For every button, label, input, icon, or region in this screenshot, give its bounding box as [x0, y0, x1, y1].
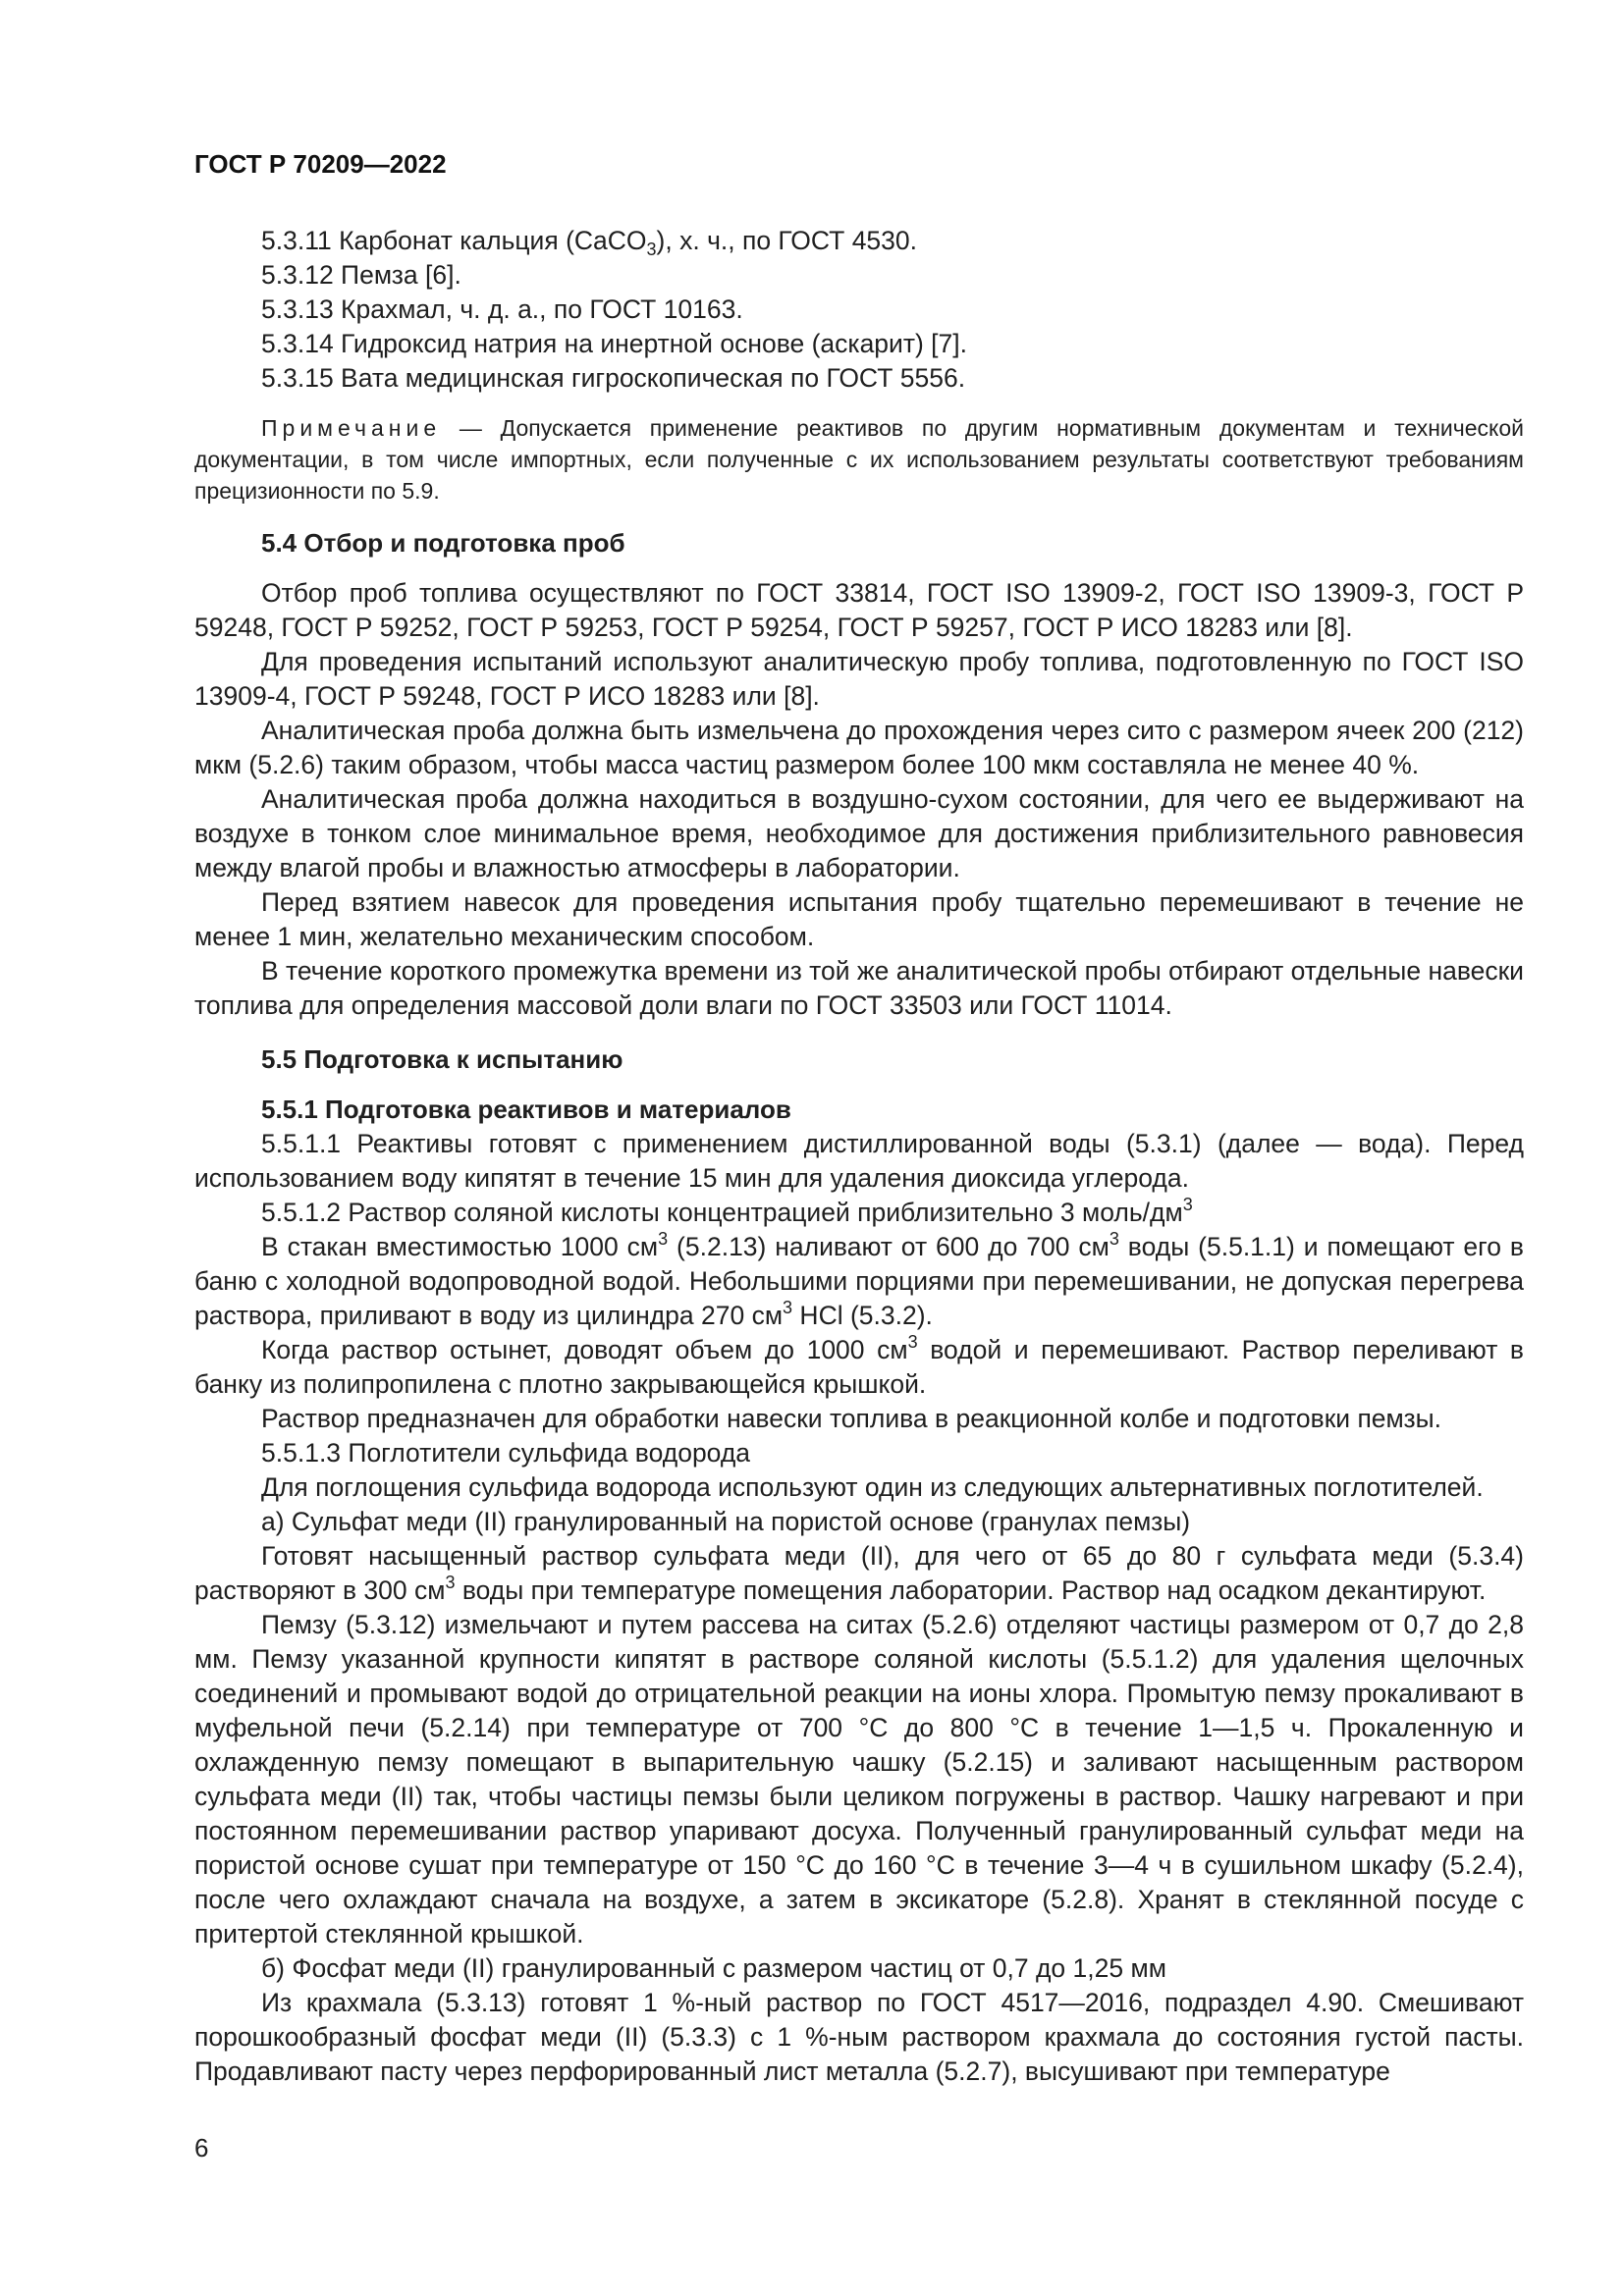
- note-text: — Допускается применение реактивов по другим нормативным документам и технической документации, в том числе импортных, если полученные с их использованием результаты соответствуют требованиям прецизионности по 5.9.: [194, 415, 1524, 504]
- list-item: 5.3.13 Крахмал, ч. д. а., по ГОСТ 10163.: [261, 294, 743, 324]
- paragraph-text: Когда раствор остынет, доводят объем до 1000 см: [261, 1335, 908, 1364]
- paragraph: 5.5.1.3 Поглотители сульфида водорода: [261, 1438, 751, 1468]
- paragraph-text: 5.5.1.2 Раствор соляной кислоты концентрацией приблизительно 3 моль/дм: [261, 1198, 1183, 1227]
- page-number: 6: [194, 2133, 209, 2163]
- list-item: 5.3.15 Вата медицинская гигроскопическая по ГОСТ 5556.: [261, 363, 966, 393]
- paragraph: Для поглощения сульфида водорода используют один из следующих альтернативных поглотителей.: [261, 1472, 1484, 1502]
- list-item: 5.3.14 Гидроксид натрия на инертной основе (аскарит) [7].: [261, 329, 967, 358]
- list-item: 5.3.12 Пемза [6].: [261, 260, 461, 290]
- standard-header: ГОСТ Р 70209—2022: [194, 149, 447, 179]
- paragraph: В течение короткого промежутка времени из той же аналитической пробы отбирают отдельные навески топлива для определения массовой доли влаги по ГОСТ 33503 или ГОСТ 11014.: [194, 956, 1524, 1020]
- paragraph: Из крахмала (5.3.13) готовят 1 %-ный раствор по ГОСТ 4517—2016, подраздел 4.90. Смешивают порошкообразный фосфат меди (II) (5.3.3) с 1 %-ным раствором крахмала до состояния густой пасты. Продавливают пасту через перфорированный лист металла (5.2.7), высушивают при температуре: [194, 1988, 1524, 2086]
- item-text: ), х. ч., по ГОСТ 4530.: [656, 226, 918, 255]
- superscript: 3: [907, 1332, 918, 1352]
- paragraph-text: воды при температуре помещения лаборатории. Раствор над осадком декантируют.: [455, 1575, 1487, 1605]
- paragraph: [194, 1230, 1524, 1333]
- superscript: 3: [783, 1298, 793, 1317]
- superscript: 3: [1109, 1229, 1119, 1249]
- paragraph: Аналитическая проба должна быть измельчена до прохождения через сито с размером ячеек 200 (212) мкм (5.2.6) таким образом, чтобы масса частиц размером более 100 мкм составляла не менее 40 %.: [194, 716, 1524, 779]
- note-label: Примечание: [261, 415, 442, 441]
- paragraph: [194, 1333, 1524, 1402]
- paragraph: [194, 1196, 1524, 1230]
- paragraph: Для проведения испытаний используют аналитическую пробу топлива, подготовленную по ГОСТ ISO 13909-4, ГОСТ Р 59248, ГОСТ Р ИСО 18283 или [8].: [194, 647, 1524, 711]
- paragraph-text: В стакан вместимостью 1000 см: [261, 1232, 659, 1261]
- paragraph-text: HCl (5.3.2).: [792, 1301, 933, 1330]
- superscript: 3: [658, 1229, 669, 1249]
- paragraph: [194, 1539, 1524, 1608]
- paragraph-text: воды (5.5.1.1) и помещают его в баню с холодной водопроводной водой. Небольшими порциями при перемешивании, не допуская перегрева раствора, приливают в воду из цилиндра 270 см: [194, 1232, 1524, 1330]
- paragraph-text: Готовят насыщенный раствор сульфата меди (II), для чего от 65 до 80 г сульфата меди (5.3.4) растворяют в 300 см: [194, 1541, 1524, 1605]
- paragraph: 5.5.1.1 Реактивы готовят с применением дистиллированной воды (5.3.1) (далее — вода). Перед использованием воду кипятят в течение 15 мин для удаления диоксида углерода.: [194, 1129, 1524, 1193]
- subscript: 3: [646, 240, 657, 259]
- section-heading-5-5: 5.5 Подготовка к испытанию: [261, 1044, 623, 1074]
- list-item: [194, 224, 1524, 258]
- item-text: 5.3.11 Карбонат кальция (CaCO: [261, 226, 647, 255]
- paragraph: Отбор проб топлива осуществляют по ГОСТ 33814, ГОСТ ISO 13909-2, ГОСТ ISO 13909-3, ГОСТ Р 59248, ГОСТ Р 59252, ГОСТ Р 59253, ГОСТ Р 59254, ГОСТ Р 59257, ГОСТ Р ИСО 18283 или [8].: [194, 578, 1524, 642]
- paragraph: Аналитическая проба должна находиться в воздушно-сухом состоянии, для чего ее выдерживают на воздухе в тонком слое минимальное время, необходимое для достижения приблизительного равновесия между влагой пробы и влажностью атмосферы в лаборатории.: [194, 784, 1524, 882]
- superscript: 3: [445, 1573, 456, 1592]
- paragraph: б) Фосфат меди (II) гранулированный с размером частиц от 0,7 до 1,25 мм: [261, 1953, 1166, 1983]
- paragraph: Раствор предназначен для обработки навески топлива в реакционной колбе и подготовки пемзы.: [261, 1404, 1442, 1433]
- paragraph: Перед взятием навесок для проведения испытания пробу тщательно перемешивают в течение не менее 1 мин, желательно механическим способом.: [194, 887, 1524, 951]
- paragraph: Пемзу (5.3.12) измельчают и путем рассева на ситах (5.2.6) отделяют частицы размером от 0,7 до 2,8 мм. Пемзу указанной крупности кипятят в растворе соляной кислоты (5.5.1.2) для удаления щелочных соединений и промывают водой до отрицательной реакции на ионы хлора. Промытую пемзу прокаливают в муфельной печи (5.2.14) при температуре от 700 °С до 800 °С в течение 1—1,5 ч. Прокаленную и охлажденную пемзу помещают в выпарительную чашку (5.2.15) и заливают насыщенным раствором сульфата меди (II) так, чтобы частицы пемзы были целиком погружены в раствор. Чашку нагревают и при постоянном перемешивании раствор упаривают досуха. Полученный гранулированный сульфат меди на пористой основе сушат при температуре от 150 °С до 160 °С в течение 3—4 ч в сушильном шкафу (5.2.4), после чего охлаждают сначала на воздухе, а затем в эксикаторе (5.2.8). Хранят в стеклянной посуде с притертой стеклянной крышкой.: [194, 1610, 1524, 1949]
- section-heading-5-4: 5.4 Отбор и подготовка проб: [261, 528, 625, 558]
- paragraph-text: водой и перемешивают. Раствор переливают в банку из полипропилена с плотно закрывающейся крышкой.: [194, 1335, 1525, 1399]
- note: [194, 412, 1524, 507]
- superscript: 3: [1182, 1195, 1193, 1214]
- paragraph-text: (5.2.13) наливают от 600 до 700 см: [668, 1232, 1110, 1261]
- paragraph: а) Сульфат меди (II) гранулированный на пористой основе (гранулах пемзы): [261, 1507, 1191, 1536]
- subsection-heading-5-5-1: 5.5.1 Подготовка реактивов и материалов: [261, 1095, 791, 1124]
- page-content: [194, 224, 1524, 2089]
